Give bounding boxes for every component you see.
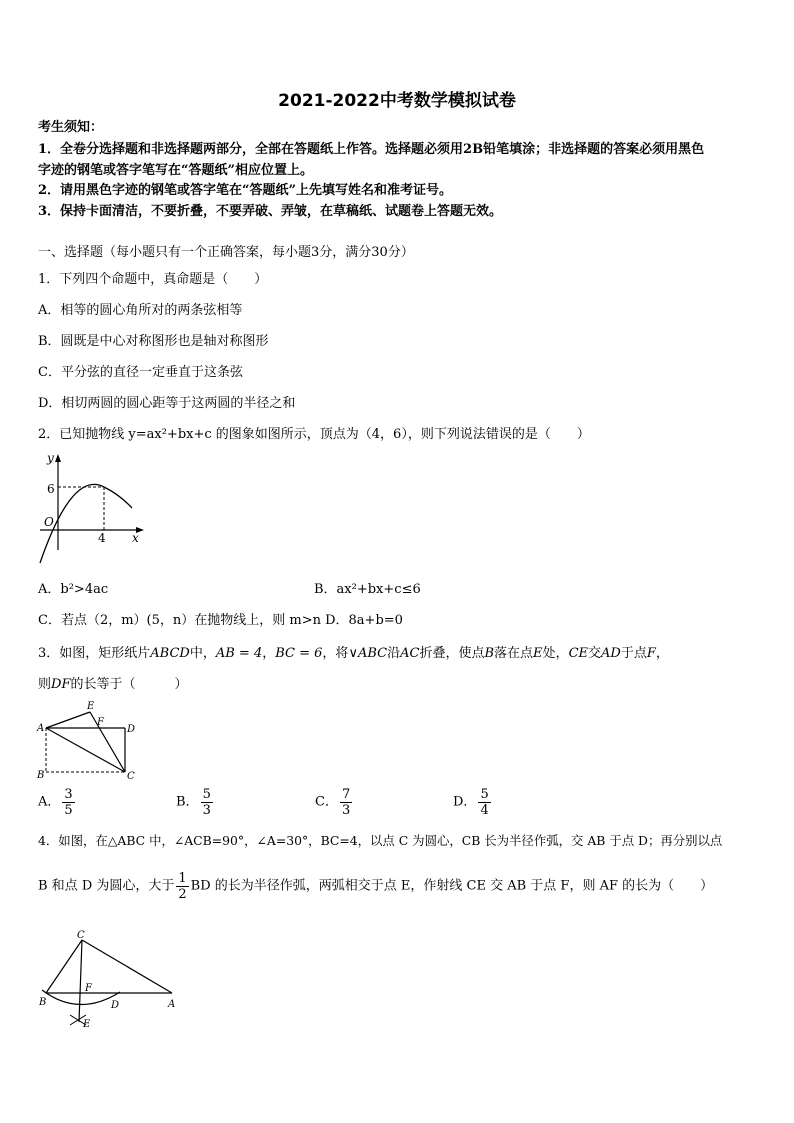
notice-item-2: 2．请用黑色字迹的钢笔或答字笔在“答题纸”上先填写姓名和准考证号。 — [38, 183, 453, 198]
label-f: F — [97, 717, 104, 728]
tick-6: 6 — [47, 482, 55, 496]
q3-stem-line2: 则DF的长等于（ ） — [38, 677, 188, 692]
q2-option-a: A．b²>4ac — [38, 582, 109, 597]
ray-ce — [79, 940, 82, 1022]
q2-stem: 2．已知抛物线 y=ax²+bx+c 的图象如图所示，顶点为（4，6），则下列说法错误的是（ ） — [38, 427, 590, 442]
origin-label: O — [44, 515, 54, 529]
q1-stem: 1．下列四个命题中，真命题是（ ） — [38, 272, 268, 287]
q3-stem-line1: 3．如图，矩形纸片ABCD中，AB = 4，BC = 6，将∨ABC沿AC折叠，使点B落在点E处，CE交AD于点F， — [38, 646, 669, 661]
q4-stem-line1: 4．如图，在△ABC 中，∠ACB=90°，∠A=30°，BC=4，以点 C 为圆心，CB 长为半径作弧，交 AB 于点 D；再分别以点 — [38, 833, 723, 848]
seg-ec — [90, 712, 125, 772]
label-e: E — [83, 1019, 91, 1030]
page-title: 2021-2022中考数学模拟试卷 — [278, 91, 516, 111]
notice-item-1-cont: 字迹的钢笔或答字笔写在“答题纸”相应位置上。 — [38, 163, 313, 178]
q1-option-d: D．相切两圆的圆心距等于这两圆的半径之和 — [38, 396, 296, 411]
y-label: y — [47, 451, 54, 465]
arc-bd — [42, 990, 120, 1005]
q3-rectangle-figure — [34, 700, 144, 785]
q3-option-d: D． $\frac{5}{4}$ — [453, 787, 489, 818]
seg-ae — [46, 712, 90, 728]
label-c: C — [127, 771, 135, 782]
x-label: x — [132, 531, 139, 545]
q2-option-cd: C．若点（2，m）(5，n）在抛物线上，则 m>n D．8a+b=0 — [38, 613, 403, 628]
notice-item-1: 1．全卷分选择题和非选择题两部分，全部在答题纸上作答。选择题必须用2B铅笔填涂；非选择题的答案必须用黑色 — [38, 142, 705, 157]
label-f: F — [85, 983, 92, 994]
label-d: D — [127, 724, 136, 735]
label-b: B — [37, 770, 45, 781]
q3-option-a: A． $\frac{3}{5}$ — [38, 787, 73, 818]
label-b: B — [39, 997, 47, 1008]
seg-ca — [82, 940, 172, 993]
label-e: E — [87, 701, 95, 712]
q3-option-c: C． $\frac{7}{3}$ — [315, 787, 351, 818]
q2-parabola-figure — [30, 450, 150, 570]
section-heading: 一、选择题（每小题只有一个正确答案，每小题3分，满分30分） — [38, 245, 414, 260]
notice-heading: 考生须知： — [38, 120, 104, 135]
q4-triangle-figure — [34, 928, 184, 1036]
label-a: A — [168, 999, 176, 1010]
notice-item-3: 3．保持卡面清洁，不要折叠，不要弄破、弄皱，在草稿纸、试题卷上答题无效。 — [38, 204, 503, 219]
seg-ac — [46, 728, 125, 772]
label-c: C — [77, 930, 85, 941]
q2-option-b: B．ax²+bx+c≤6 — [314, 582, 421, 597]
q1-option-b: B．圆既是中心对称图形也是轴对称图形 — [38, 334, 269, 349]
q4-stem-line2: B 和点 D 为圆心，大于 $\frac{1}{2}$ BD 的长为半径作弧，两弧相交于点 E，作射线 CE 交 AB 于点 F，则 AF 的长为（ ） — [38, 871, 714, 902]
label-d: D — [111, 1000, 120, 1011]
tick-4: 4 — [98, 531, 106, 545]
q1-option-c: C．平分弦的直径一定垂直于这条弦 — [38, 365, 243, 380]
label-a: A — [37, 723, 45, 734]
seg-cb — [46, 940, 82, 993]
q1-option-a: A．相等的圆心角所对的两条弦相等 — [38, 303, 243, 318]
q3-option-b: B． $\frac{5}{3}$ — [176, 787, 211, 818]
